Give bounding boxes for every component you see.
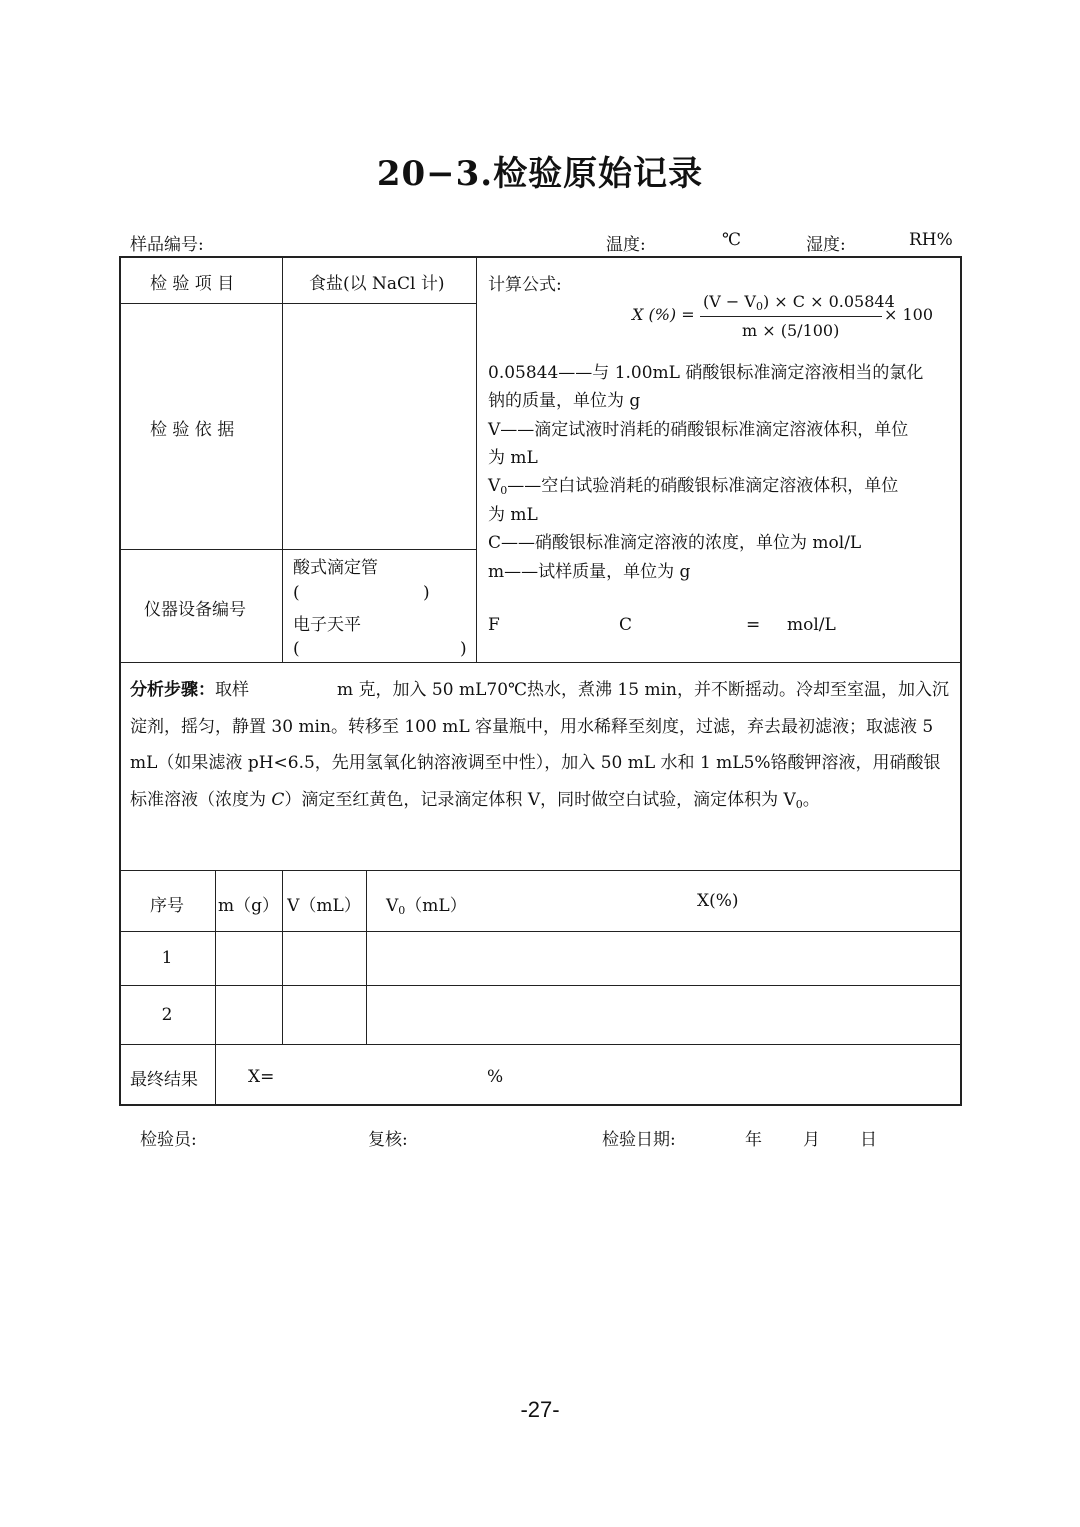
paren-close: ) <box>423 583 430 603</box>
formula-numerator: $(V - V_0) \times C \times 0.05844$ <box>703 292 895 313</box>
final-percent: % <box>487 1067 504 1087</box>
rule <box>282 256 283 662</box>
page-number: -27- <box>520 1397 560 1422</box>
procedure-text: 分析步骤：取样 m 克，加入 50 mL70℃热水，煮沸 15 min，并不断摇动。冷却至室温，加入沉淀剂，摇匀，静置 30 min。转移至 100 mL 容量瓶中，用水稀释至刻度，过滤，弃去最初滤液；取滤液 5 mL（如果滤液 pH<6.5，先用氢氧化钠溶液调至中性），加入 50 mL 水和 1 mL5%铬酸钾溶液，用硝酸银标准溶液（浓度为 C）滴定至红黄色，记录滴定体积 V，同时做空白试验，滴定体积为 $V_0$。 <box>130 680 949 811</box>
equipment-balance: 电子天平 <box>293 615 361 635</box>
equals: = <box>746 615 761 635</box>
basis-label: 检 验 依 据 <box>150 420 235 440</box>
definition-line: m——试样质量，单位为 g <box>488 562 691 582</box>
humidity-unit: RH% <box>909 230 953 250</box>
rule <box>119 549 477 550</box>
formula-multiplier: × 100 <box>884 305 934 324</box>
col-header-m: m（g） <box>217 896 279 916</box>
definition-line: C——硝酸银标准滴定溶液的浓度，单位为 mol/L <box>488 533 862 553</box>
definition-line: V——滴定试液时消耗的硝酸银标准滴定溶液体积，单位 <box>488 420 909 440</box>
rule <box>119 870 962 871</box>
definition-line: 为 mL <box>488 505 538 525</box>
item-value: 食盐(以 NaCl 计) <box>309 274 445 294</box>
definition-line: 为 mL <box>488 448 538 468</box>
inspector-label: 检验员: <box>140 1130 197 1150</box>
rule <box>366 870 367 1045</box>
rule <box>119 985 962 986</box>
final-x-label: X= <box>248 1067 275 1087</box>
formula-lhs: X (%) = <box>632 305 695 324</box>
f-label: F <box>488 615 500 635</box>
fraction-bar <box>700 316 882 317</box>
c-label: C <box>619 615 633 635</box>
page-title: 20−3.检验原始记录 <box>376 154 704 194</box>
rule <box>119 662 962 663</box>
row-number: 1 <box>161 948 173 968</box>
paren-close: ) <box>460 639 467 659</box>
humidity-label: 湿度: <box>806 235 846 255</box>
date-label: 检验日期: <box>602 1130 676 1150</box>
year-label: 年 <box>745 1130 762 1150</box>
rule <box>119 303 477 304</box>
col-header-v: V（mL） <box>287 896 361 916</box>
formula-denominator: m × (5/100) <box>742 321 840 340</box>
rule <box>476 256 477 662</box>
rule <box>119 931 962 932</box>
reviewer-label: 复核: <box>368 1130 408 1150</box>
equipment-burette: 酸式滴定管 <box>293 558 378 578</box>
rule <box>119 1044 962 1045</box>
definition-line: 钠的质量，单位为 g <box>488 391 641 411</box>
col-header-x: X(%) <box>697 891 739 911</box>
col-header-no: 序号 <box>150 896 184 916</box>
day-label: 日 <box>860 1130 877 1150</box>
col-header-v0: $V_0(mL)$ <box>386 896 467 917</box>
c-unit: mol/L <box>787 615 836 635</box>
row-number: 2 <box>161 1005 173 1025</box>
temperature-unit: ℃ <box>722 230 742 250</box>
sample-no-label: 样品编号: <box>130 235 204 255</box>
paren-open: ( <box>293 583 300 603</box>
definition-line: $V_0——$空白试验消耗的硝酸银标准滴定溶液体积，单位 <box>488 476 899 497</box>
formula-label: 计算公式: <box>488 275 562 295</box>
equipment-label: 仪器设备编号 <box>144 600 246 620</box>
temperature-label: 温度: <box>606 235 646 255</box>
item-label: 检 验 项 目 <box>150 274 235 294</box>
final-result-label: 最终结果 <box>130 1070 198 1090</box>
paren-open: ( <box>293 639 300 659</box>
month-label: 月 <box>803 1130 820 1150</box>
definition-line: 0.05844——与 1.00mL 硝酸银标准滴定溶液相当的氯化 <box>488 363 924 383</box>
